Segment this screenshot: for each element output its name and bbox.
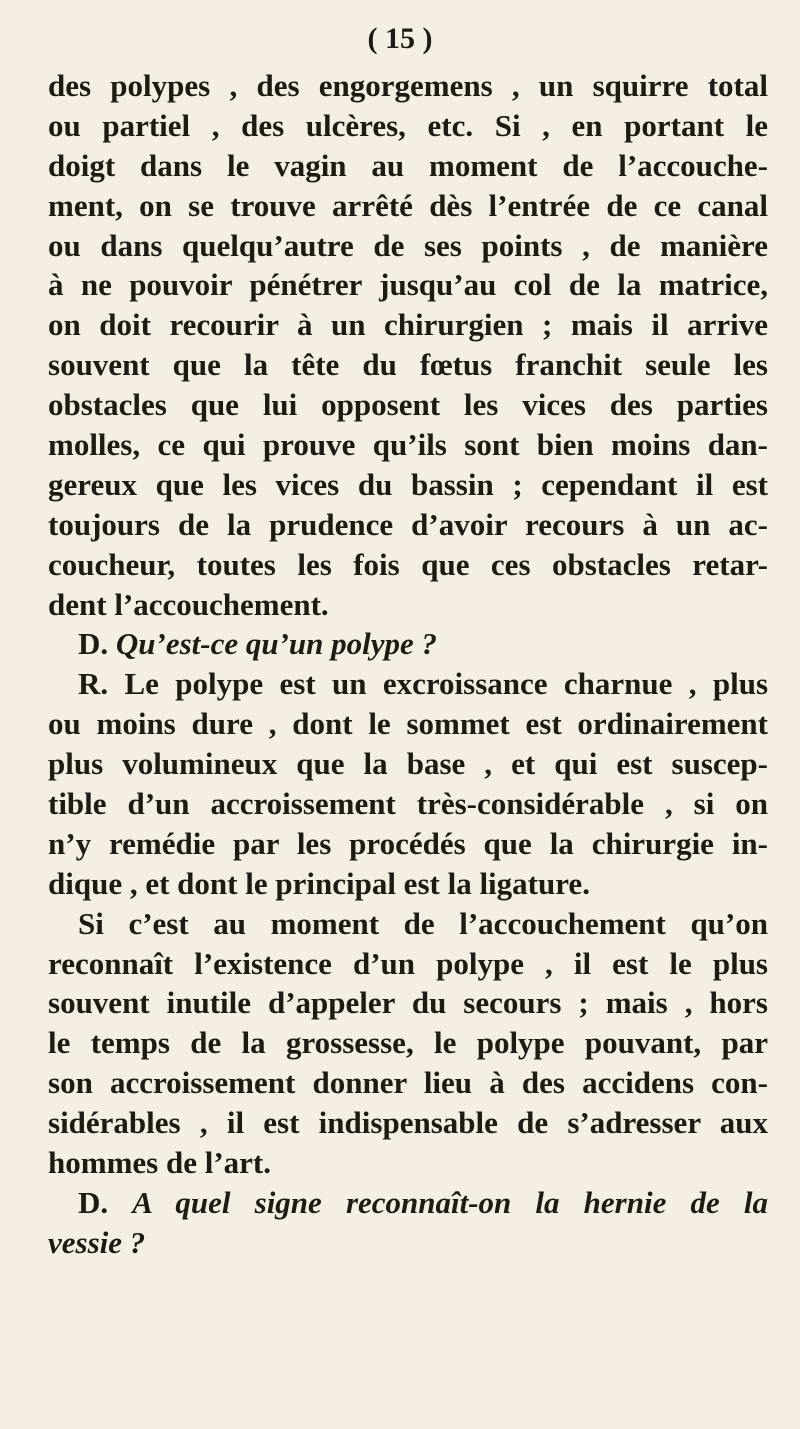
- text-line: souvent inutile d’appeler du secours ; mais , hors: [48, 985, 768, 1021]
- question-text: Qu’est-ce qu’un polype ?: [115, 626, 438, 662]
- paragraph-2: [48, 904, 768, 1183]
- answer-1: [48, 664, 768, 903]
- text-line: ou partiel , des ulcères, etc. Si , en portant le: [48, 107, 768, 143]
- text-line: toujours de la prudence d’avoir recours à un ac-: [48, 506, 768, 542]
- text-line: on doit recourir à un chirurgien ; mais il arrive: [48, 307, 768, 343]
- text-line: ment, on se trouve arrêté dès l’entrée de ce canal: [48, 187, 768, 223]
- text-block: [48, 66, 768, 1263]
- text-line: dique , et dont le principal est la ligature.: [48, 865, 590, 901]
- text-line: gereux que les vices du bassin ; cependant il est: [48, 466, 768, 502]
- question-2: [48, 1183, 768, 1263]
- text-line: molles, ce qui prouve qu’ils sont bien moins dan-: [48, 427, 768, 463]
- text-line: coucheur, toutes les fois que ces obstacles retar-: [48, 546, 768, 582]
- text-line: souvent que la tête du fœtus franchit seule les: [48, 347, 768, 383]
- text-line: obstacles que lui opposent les vices des parties: [48, 387, 768, 423]
- text-line: doigt dans le vagin au moment de l’accouche-: [48, 147, 768, 183]
- question-1: [48, 624, 768, 664]
- text-line: n’y remédie par les procédés que la chirurgie in-: [48, 825, 768, 861]
- page-number: ( 15 ): [367, 22, 433, 55]
- text-line: ou dans quelqu’autre de ses points , de manière: [48, 227, 768, 263]
- text-line: à ne pouvoir pénétrer jusqu’au col de la matrice,: [48, 267, 768, 303]
- text-line: vessie ?: [48, 1224, 146, 1260]
- text-line: tible d’un accroissement très-considérable , si on: [48, 786, 768, 822]
- text-line: le temps de la grossesse, le polype pouvant, par: [48, 1025, 768, 1061]
- text-line: [48, 664, 768, 704]
- speaker-label: D.: [78, 626, 109, 662]
- answer-first-line: Le polype est un excroissance charnue , plus: [124, 666, 768, 702]
- text-line: plus volumineux que la base , et qui est suscep-: [48, 746, 768, 782]
- text-line: dent l’accouchement.: [48, 586, 329, 622]
- text-line: son accroissement donner lieu à des accidens con-: [48, 1065, 768, 1101]
- question-text: A quel signe reconnaît-on la hernie de la: [132, 1184, 768, 1220]
- paragraph-1: [48, 66, 768, 624]
- text-line: sidérables , il est indispensable de s’adresser aux: [48, 1105, 768, 1141]
- text-line: des polypes , des engorgemens , un squirre total: [48, 68, 768, 103]
- speaker-label: R.: [78, 666, 109, 702]
- text-line: reconnaît l’existence d’un polype , il est le plus: [48, 945, 768, 981]
- text-line: [48, 1183, 768, 1223]
- speaker-label: D.: [78, 1184, 109, 1220]
- text-line: ou moins dure , dont le sommet est ordinairement: [48, 706, 768, 742]
- text-line: Si c’est au moment de l’accouchement qu’on: [78, 905, 768, 941]
- text-line: hommes de l’art.: [48, 1145, 271, 1181]
